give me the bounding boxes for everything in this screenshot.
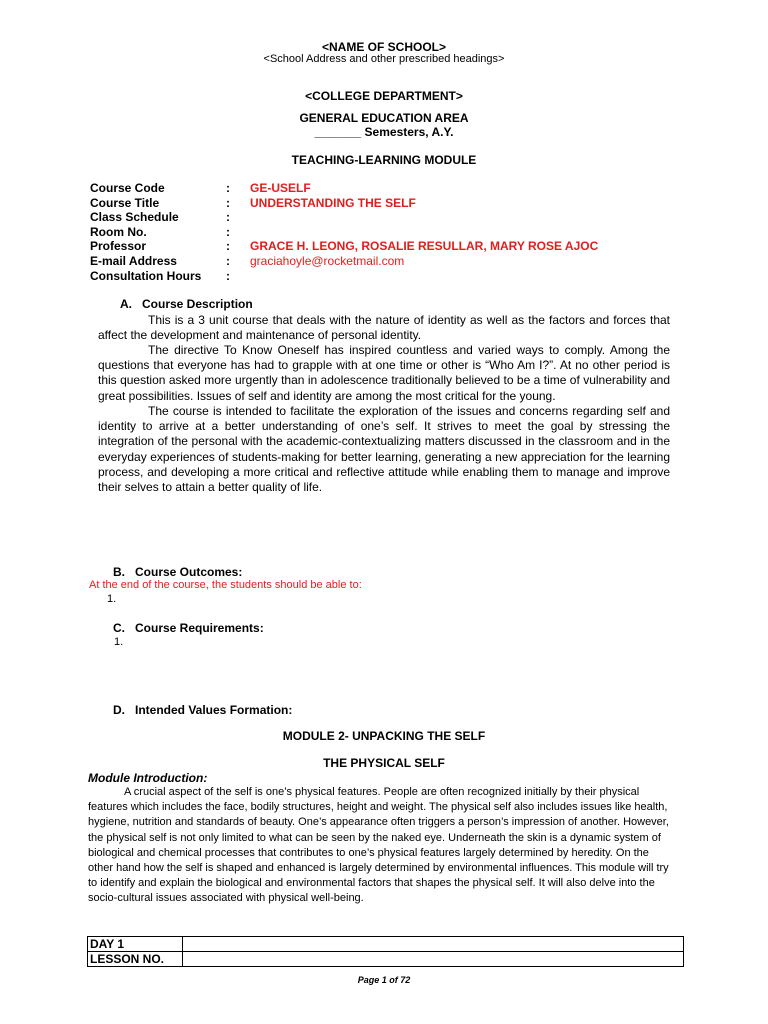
lesson-value-cell: [183, 952, 684, 967]
module-title: MODULE 2- UNPACKING THE SELF: [282, 729, 486, 743]
paragraph-text: The directive To Know Oneself has inspired countless and varied ways to comply. Among the questions that everyone has had to grapple with at one time or other is “Who Am I?”. At no other period is this question asked more urgently than in adolescence traditionally believed to be a time of vulnerability and great possibilities. Issues of self and identity are among the most critical for the young.: [98, 343, 670, 403]
lesson-row: [88, 952, 684, 967]
school-address: <School Address and other prescribed headings>: [263, 53, 505, 65]
section-letter: D.: [113, 703, 125, 717]
day-row: [88, 937, 684, 952]
section-title: Course Outcomes:: [135, 565, 243, 579]
section-b-heading: [113, 565, 242, 579]
field-label: Professor: [90, 239, 147, 254]
course-title-value: UNDERSTANDING THE SELF: [250, 195, 416, 210]
requirements-list-item: 1.: [114, 636, 124, 648]
field-colon: :: [226, 239, 230, 254]
paragraph-text: This is a 3 unit course that deals with the nature of identity as well as the factors and forces that affect the development and maintenance of personal identity.: [98, 313, 670, 343]
module-intro-paragraph: [88, 785, 670, 907]
lesson-label-cell: LESSON NO.: [88, 952, 183, 967]
module-type-heading: TEACHING-LEARNING MODULE: [291, 153, 477, 167]
day-table: [87, 936, 684, 967]
semester-line: _______ Semesters, A.Y.: [314, 125, 454, 139]
module-intro-heading: Module Introduction:: [88, 771, 208, 785]
field-label: Course Code: [90, 181, 165, 195]
section-d-heading: [113, 703, 292, 717]
field-colon: :: [226, 224, 230, 239]
description-paragraph-3: [98, 404, 670, 495]
field-colon: :: [226, 268, 230, 283]
field-label: Consultation Hours: [90, 268, 202, 283]
paragraph-text: A crucial aspect of the self is one’s physical features. People are often recognized initially by their physical features which includes the face, bodily structures, height and weight. The physical self also includes issues like health, hygiene, nutrition and standards of beauty. One’s appearance often triggers a person’s impression of another. However, the physical self is not only limited to what can be seen by the naked eye. Underneath the skin is a dynamic system of biological and chemical processes that contributes to one’s physical features largely determined by heredity. On the other hand how the self is shaped and enhanced is largely determined by environmental influences. This module will try to identify and explain the biological and environmental factors that shapes the physical self. It will also delve into the socio-cultural issues associated with physical well-being.: [88, 786, 669, 905]
email-link[interactable]: graciahoyle@rocketmail.com: [250, 253, 405, 268]
description-paragraph-2: [98, 343, 670, 404]
section-c-heading: [113, 621, 264, 635]
field-colon: :: [226, 195, 230, 210]
module-subtitle: THE PHYSICAL SELF: [323, 756, 445, 770]
professor-value: GRACE H. LEONG, ROSALIE RESULLAR, MARY ROSE AJOC: [250, 239, 599, 254]
area-heading: GENERAL EDUCATION AREA: [299, 111, 469, 125]
field-colon: :: [226, 253, 230, 268]
field-colon: :: [226, 210, 230, 225]
section-a-heading: [120, 297, 253, 311]
section-letter: C.: [113, 621, 125, 635]
section-title: Course Description: [142, 297, 253, 311]
field-colon: :: [226, 181, 230, 195]
section-title: Course Requirements:: [135, 621, 264, 635]
field-label: E-mail Address: [90, 253, 177, 268]
course-code-value: GE-USELF: [250, 181, 311, 195]
outcomes-intro: At the end of the course, the students should be able to:: [89, 579, 362, 591]
paragraph-text: The course is intended to facilitate the exploration of the issues and concerns regarding self and identity to arrive at a better understanding of one’s self. It strives to meet the goal by stressing the integration of the personal with the academic-contextualizing matters discussed in the classroom and in the everyday experiences of students-making for better learning, generating a new appreciation for the learning process, and developing a more critical and reflective attitude while enabling them to manage and improve their selves to attain a better quality of life.: [98, 404, 670, 495]
field-label: Course Title: [90, 195, 160, 210]
section-letter: B.: [113, 565, 125, 579]
description-paragraph-1: [98, 313, 670, 343]
page-number: Page 1 of 72: [357, 975, 411, 985]
section-letter: A.: [120, 297, 132, 311]
outcomes-list-item: 1.: [107, 593, 117, 605]
department-heading: <COLLEGE DEPARTMENT>: [305, 89, 463, 103]
field-label: Room No.: [90, 224, 147, 239]
day-value-cell: [183, 937, 684, 952]
school-name: <NAME OF SCHOOL>: [321, 40, 446, 54]
field-label: Class Schedule: [90, 210, 179, 225]
day-label-cell: DAY 1: [88, 937, 183, 952]
section-title: Intended Values Formation:: [135, 703, 293, 717]
